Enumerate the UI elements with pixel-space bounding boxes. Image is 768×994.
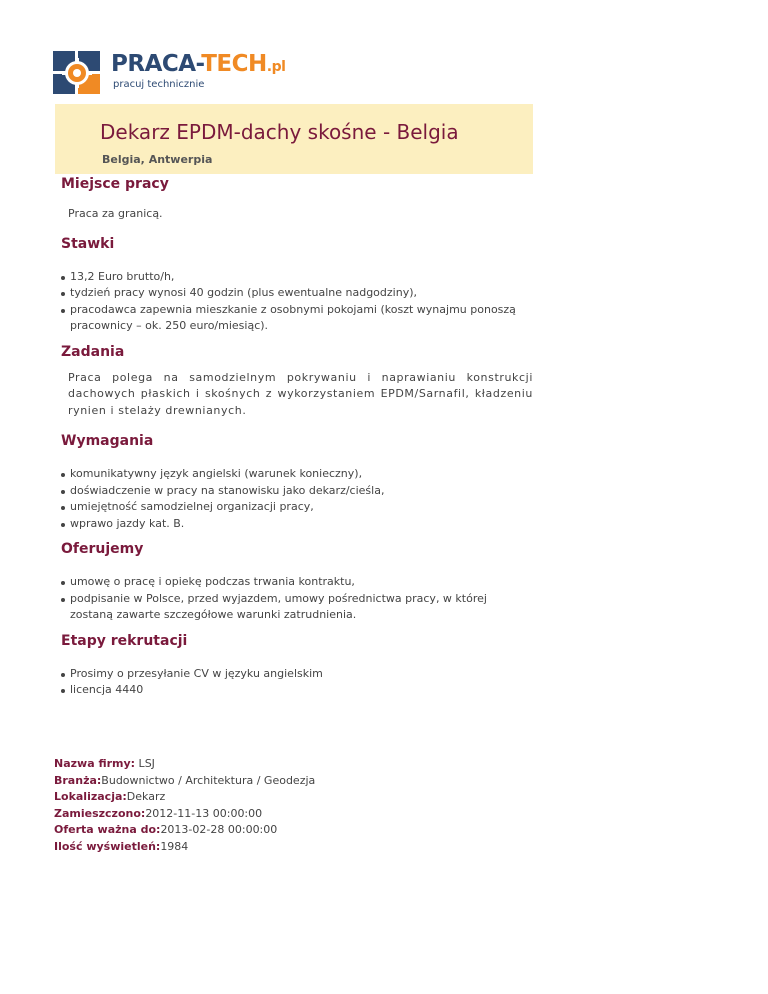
meta-label: Branża: bbox=[54, 773, 102, 787]
logo-wordmark bbox=[111, 51, 285, 77]
zadania-text: Praca polega na samodzielnym pokrywaniu i naprawianiu konstrukcji dachowych płaskich i skośnych z wykorzystaniem EPDM/Sarnafil, kładzeniu rynien i stelaży drewnianych. bbox=[68, 370, 533, 417]
job-location: Belgia, Antwerpia bbox=[102, 153, 213, 166]
section-heading-stawki: Stawki bbox=[61, 235, 115, 252]
list-item: umiejętność samodzielnej organizacji pracy, bbox=[61, 499, 533, 516]
list-item: licencja 4440 bbox=[61, 682, 533, 699]
etapy-list bbox=[61, 666, 533, 699]
meta-value: LSJ bbox=[135, 757, 155, 770]
logo-tagline: pracuj technicznie bbox=[113, 79, 205, 90]
meta-label: Ilość wyświetleń: bbox=[54, 839, 161, 853]
list-item: tydzień pracy wynosi 40 godzin (plus ewentualne nadgodziny), bbox=[61, 285, 533, 302]
list-item: umowę o pracę i opiekę podczas trwania kontraktu, bbox=[61, 574, 533, 591]
meta-value: 1984 bbox=[160, 839, 189, 853]
section-heading-wymagania: Wymagania bbox=[61, 433, 154, 449]
gear-logo-icon bbox=[53, 51, 101, 95]
miejsce-text: Praca za granicą. bbox=[68, 207, 163, 220]
site-logo[interactable] bbox=[53, 51, 286, 99]
job-title: Dekarz EPDM-dachy skośne - Belgia bbox=[100, 120, 459, 144]
job-content bbox=[61, 176, 533, 699]
meta-zamieszczono bbox=[54, 806, 315, 823]
section-heading-zadania: Zadania bbox=[61, 343, 125, 360]
oferujemy-list bbox=[61, 574, 533, 624]
meta-label: Zamieszczono: bbox=[54, 806, 146, 820]
list-item: wprawo jazdy kat. B. bbox=[61, 516, 533, 533]
list-item: 13,2 Euro brutto/h, bbox=[61, 269, 533, 286]
stawki-list bbox=[61, 269, 533, 335]
meta-label: Lokalizacja: bbox=[54, 790, 127, 803]
meta-wazna bbox=[54, 822, 315, 839]
wymagania-list bbox=[61, 466, 533, 532]
logo-brand-main: PRACA- bbox=[111, 51, 202, 77]
list-item: Prosimy o przesyłanie CV w języku angielskim bbox=[61, 666, 533, 683]
list-item: pracodawca zapewnia mieszkanie z osobnymi pokojami (koszt wynajmu ponoszą pracownicy – ok. 250 euro/miesiąc). bbox=[61, 302, 533, 335]
list-item: doświadczenie w pracy na stanowisku jako dekarz/cieśla, bbox=[61, 483, 533, 500]
job-meta bbox=[54, 756, 315, 855]
meta-value: Budownictwo / Architektura / Geodezja bbox=[101, 773, 316, 787]
section-heading-miejsce: Miejsce pracy bbox=[61, 176, 169, 192]
list-item: podpisanie w Polsce, przed wyjazdem, umowy pośrednictwa pracy, w której zostaną zawarte szczegółowe warunki zatrudnienia. bbox=[61, 591, 533, 624]
meta-branza bbox=[54, 773, 315, 790]
logo-brand-tld: .pl bbox=[266, 59, 286, 75]
meta-firma bbox=[54, 756, 315, 773]
job-header bbox=[55, 104, 533, 174]
logo-brand-accent: TECH bbox=[201, 51, 267, 77]
meta-value: 2013-02-28 00:00:00 bbox=[160, 823, 278, 836]
meta-wyswietlen bbox=[54, 839, 315, 856]
meta-label: Oferta ważna do: bbox=[54, 823, 161, 836]
meta-value: Dekarz bbox=[126, 790, 166, 803]
meta-label: Nazwa firmy: bbox=[54, 757, 136, 770]
meta-lokalizacja bbox=[54, 789, 315, 806]
meta-value: 2012-11-13 00:00:00 bbox=[145, 806, 263, 820]
list-item: komunikatywny język angielski (warunek konieczny), bbox=[61, 466, 533, 483]
section-heading-etapy: Etapy rekrutacji bbox=[61, 632, 188, 649]
section-heading-oferujemy: Oferujemy bbox=[61, 541, 144, 557]
